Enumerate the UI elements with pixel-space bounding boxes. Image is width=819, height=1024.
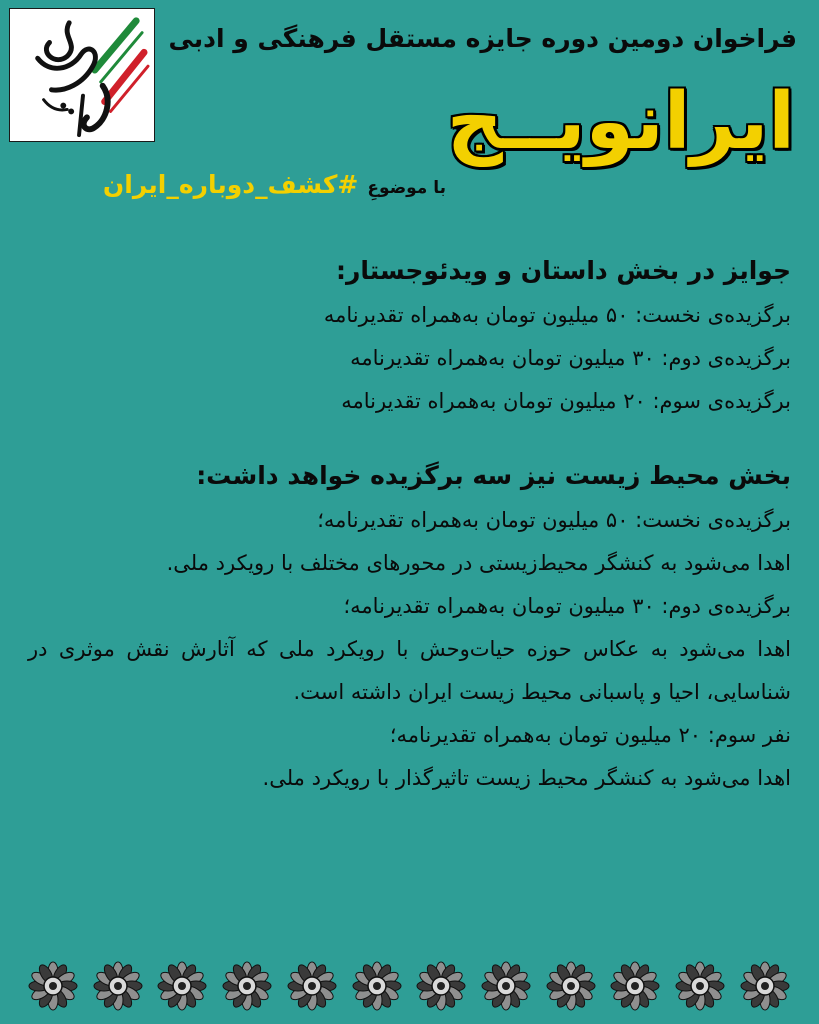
iranvij-calligraphy-logo-icon: [10, 9, 154, 141]
flower-ornament-icon: [610, 961, 660, 1011]
section2-desc-third: اهدا می‌شود به کنشگر محیط زیست تاثیرگذار با رویکرد ملی.: [262, 766, 791, 790]
poster-title: ایرانویــج: [446, 77, 795, 167]
section1-prize-second: برگزیده‌ی دوم: ۳۰ میلیون تومان به‌همراه تقدیرنامه: [350, 346, 791, 370]
section2-prize-first: برگزیده‌ی نخست: ۵۰ میلیون تومان به‌همراه تقدیرنامه؛: [317, 508, 791, 532]
flower-ornament-icon: [222, 961, 272, 1011]
flower-ornament-icon: [675, 961, 725, 1011]
section-spacer: [28, 423, 791, 453]
section2-prize-second: برگزیده‌ی دوم: ۳۰ میلیون تومان به‌همراه تقدیرنامه؛: [343, 594, 791, 618]
flower-ornament-icon: [157, 961, 207, 1011]
section1-heading: جوایز در بخش داستان و ویدئوجستار:: [335, 256, 791, 285]
flower-ornament-icon: [416, 961, 466, 1011]
section2-desc-second: اهدا می‌شود به عکاس حوزه حیات‌وحش با رویکرد ملی که آثارش نقش موثری در شناسایی، احیا و پاسبانی محیط زیست ایران داشته است.: [28, 637, 791, 704]
section1-prize-third: برگزیده‌ی سوم: ۲۰ میلیون تومان به‌همراه تقدیرنامه: [341, 389, 791, 413]
flower-ornament-icon: [352, 961, 402, 1011]
section2-prize-third: نفر سوم: ۲۰ میلیون تومان به‌همراه تقدیرنامه؛: [389, 723, 791, 747]
logo: [9, 8, 155, 142]
topic-line: [26, 170, 446, 199]
topic-hashtag: #کشف_دوباره_ایران: [102, 170, 359, 199]
flower-ornament-row: [28, 960, 790, 1012]
topic-label: با موضوعِ: [367, 178, 446, 198]
section1-prize-first: برگزیده‌ی نخست: ۵۰ میلیون تومان به‌همراه تقدیرنامه: [323, 303, 791, 327]
flower-ornament-icon: [28, 961, 78, 1011]
section2-desc-first: اهدا می‌شود به کنشگر محیط‌زیستی در محورهای مختلف با رویکرد ملی.: [166, 551, 791, 575]
flower-ornament-icon: [740, 961, 790, 1011]
section2-heading: بخش محیط زیست نیز سه برگزیده خواهد داشت:: [196, 461, 791, 490]
flower-ornament-icon: [546, 961, 596, 1011]
main-content: [28, 248, 791, 800]
flower-ornament-icon: [481, 961, 531, 1011]
flower-ornament-icon: [93, 961, 143, 1011]
poster-subtitle: فراخوان دومین دوره جایزه مستقل فرهنگی و ادبی: [168, 24, 797, 53]
flower-ornament-icon: [287, 961, 337, 1011]
